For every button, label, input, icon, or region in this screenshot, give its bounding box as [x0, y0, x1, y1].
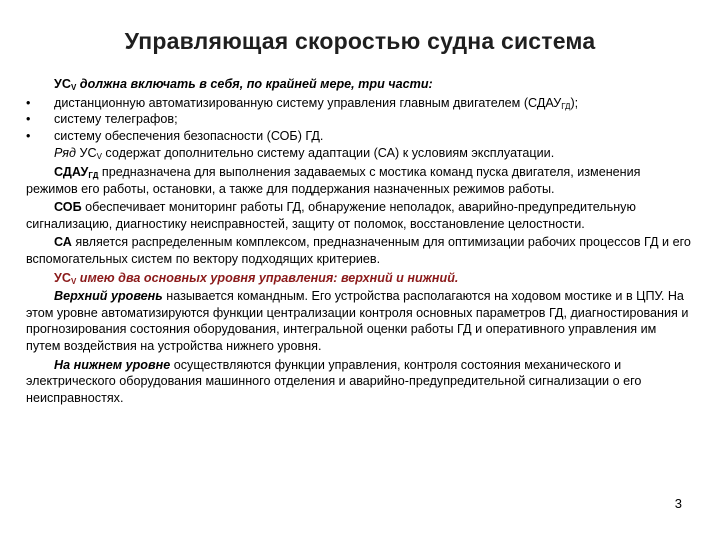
list-item: • систему обеспечения безопасности (СОБ) ГД.	[26, 128, 324, 143]
intro-paragraph	[26, 76, 694, 93]
upper-level-term: Верхний уровень	[54, 289, 163, 304]
lower-level-paragraph: На нижнем уровне осуществляются функции управления, контроля состояния механического и электрического оборудования машинного отделения и аварийно-предупредительной сигнализации о его неисправностях.	[26, 357, 642, 405]
ca-paragraph: СА является распределенным комплексом, предназначенным для оптимизации рабочих процессов ГД и его вспомогательных систем по вектору подходящих критериев.	[26, 235, 691, 266]
bullet-icon: •	[26, 112, 31, 127]
slide-body	[26, 76, 694, 408]
sdau-paragraph: $СДАУ_{ГД}$ предназначена для выполнения задаваемых с мостика команд пуска двигателя, изменения режимов его работы, остановки, а также для поддержания назначенных режимов работы.	[26, 164, 641, 196]
bullet-icon: •	[26, 128, 31, 143]
sdau-term: $СДАУ_{ГД}$	[54, 164, 99, 180]
upper-level-paragraph: Верхний уровень называется командным. Его устройства располагаются на ходовом мостике и в ЦПУ. На этом уровне автоматизируются функции централизации контроля основных параметров ГД, диагностирования и прогнозирования состояния оборудования, интегральной оценки работы ГД и оперативного управления им путем воздействия на устройства нижнего уровня.	[26, 289, 689, 353]
intro-term: $УС_V$	[54, 77, 77, 92]
slide-title: Управляющая скоростью судна система	[124, 28, 596, 54]
sob-paragraph: СОБ обеспечивает мониторинг работы ГД, обнаружение неполадок, аварийно-предупредительную сигнализацию, диагностику неисправностей, защиту от поломок, восстановление целостности.	[26, 200, 636, 231]
ryad-paragraph: Ряд $УС_V$ содержат дополнительно систему адаптации (СА) к условиям эксплуатации.	[54, 146, 555, 162]
ca-term: СА	[54, 235, 72, 250]
sob-term: СОБ	[54, 200, 82, 215]
components-list	[26, 95, 694, 145]
lower-level-term: На нижнем уровне	[54, 357, 171, 372]
list-item: • систему телеграфов;	[26, 112, 178, 127]
bullet-icon: •	[26, 95, 31, 110]
intro-text: должна включать в себя, по крайней мере, три части:	[76, 77, 433, 91]
levels-paragraph: $УС_V$ имею два основных уровня управления: верхний и нижний.	[54, 270, 459, 286]
page-number: 3	[674, 496, 682, 511]
list-item: • дистанционную автоматизированную систему управления главным двигателем $(СДАУ_{ГД})$;	[26, 95, 579, 111]
